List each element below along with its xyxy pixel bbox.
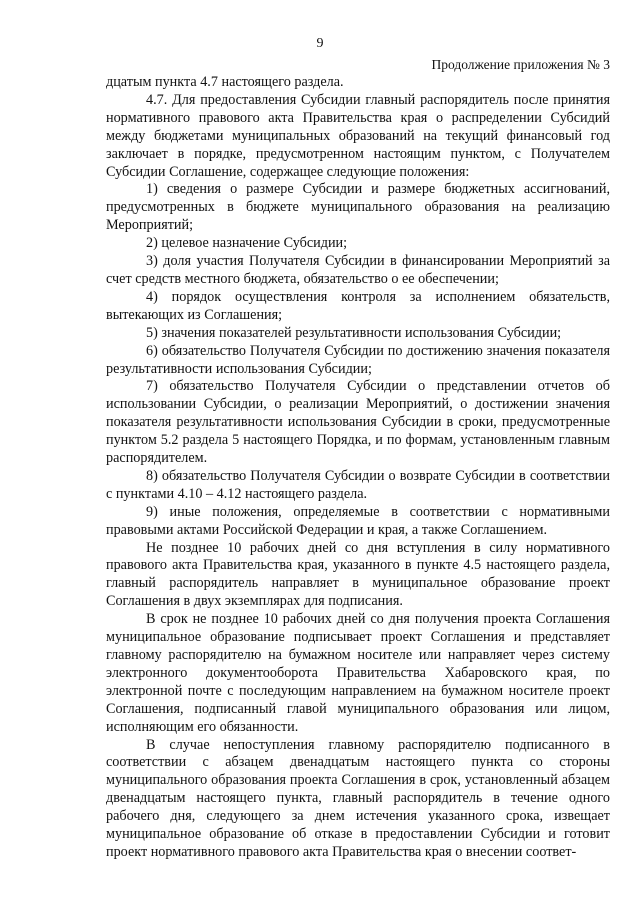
list-item-1: 1) сведения о размере Субсидии и размере бюджетных ассигнований, предусмотренных в бюджете муниципального образования на реализацию Мероприятий; (106, 181, 610, 234)
paragraph-deadline-sign: В срок не позднее 10 рабочих дней со дня получения проекта Соглашения муниципальное образование подписывает проект Соглашения и представляет главному распорядителю на бумажном носителе или направляет через систему электронного документооборота Правительства Хабаровского края, по электронной почте с последующим направлением на бумажном носителе проект Соглашения, подписанный главой муниципального образования или лицом, исполняющим его обязанности. (106, 611, 610, 735)
list-item-2: 2) целевое назначение Субсидии; (146, 235, 348, 252)
list-item-4: 4) порядок осуществления контроля за исполнением обязательств, вытекающих из Соглашения; (106, 288, 610, 323)
running-header: Продолжение приложения № 3 (431, 57, 610, 72)
paragraph-continuation: дцатым пункта 4.7 настоящего раздела. (106, 74, 344, 90)
paragraph-non-receipt: В случае непоступления главному распорядителю подписанного в соответствии с абзацем двенадцатым настоящего пункта со стороны муниципального образования проекта Соглашения в срок, установленный абзацем двенадцатым настоящего пункта, главный распорядитель в течение одного рабочего дня, следующего за днем истечения указанного срока, извещает муниципальное образование об отказе в предоставлении Субсидии и готовит проект нормативного правового акта Правительства края о внесении соответ- (106, 736, 610, 860)
paragraph-4-7: 4.7. Для предоставления Субсидии главный распорядитель после принятия нормативного правового акта Правительства края о распределении Субсидий между бюджетами муниципальных образований на текущий финансовый год заключает в порядке, предусмотренном настоящим пунктом, с Получателем Субсидии Соглашение, содержащее следующие положения: (106, 91, 610, 180)
list-item-6: 6) обязательство Получателя Субсидии по достижению значения показателя результативности использования Субсидии; (106, 342, 610, 377)
list-item-5: 5) значения показателей результативности использования Субсидии; (146, 324, 562, 341)
list-item-8: 8) обязательство Получателя Субсидии о возврате Субсидии в соответствии с пунктами 4.10 – 4.12 настоящего раздела. (106, 467, 610, 502)
list-item-3: 3) доля участия Получателя Субсидии в финансировании Мероприятий за счет средств местного бюджета, обязательство о ее обеспечении; (106, 253, 610, 287)
page-number: 9 (316, 36, 324, 51)
paragraph-deadline-send: Не позднее 10 рабочих дней со дня вступления в силу нормативного правового акта Правительства края, указанного в пункте 4.5 настоящего раздела, главный распорядитель направляет в муниципальное образование проект Соглашения в двух экземплярах для подписания. (106, 539, 610, 610)
list-item-9: 9) иные положения, определяемые в соответствии с нормативными правовыми актами Российской Федерации и края, а также Соглашением. (106, 503, 610, 538)
list-item-7: 7) обязательство Получателя Субсидии о представлении отчетов об использовании Субсидии, о реализации Мероприятий, о достижении значения показателя результативности использования Субсидии в сроки, предусмотренные пунктом 5.2 раздела 5 настоящего Порядка, и по формам, установленным главным распорядителем. (106, 378, 610, 467)
document-body (106, 74, 610, 862)
